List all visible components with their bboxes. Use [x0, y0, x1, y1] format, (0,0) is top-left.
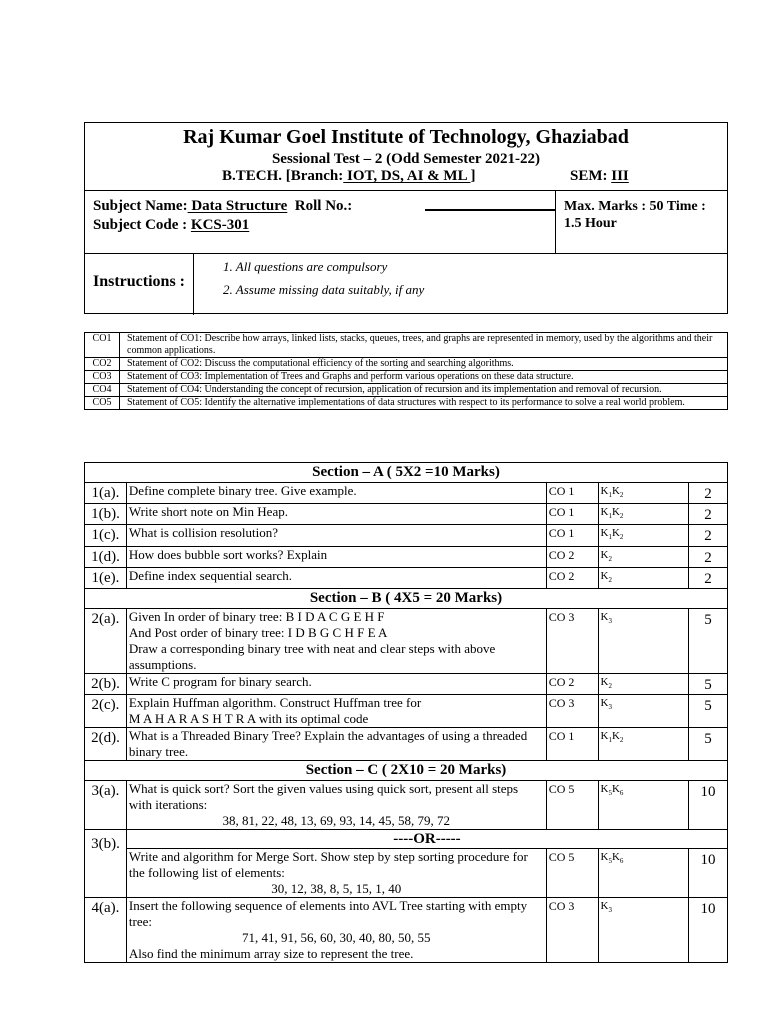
- table-row: [85, 546, 728, 567]
- divider: [193, 253, 194, 315]
- subject-label: Subject Name:: [93, 198, 188, 214]
- question-co: CO 2: [546, 546, 598, 567]
- question-k-level: $K_2$: [598, 546, 689, 567]
- table-row: [85, 371, 728, 384]
- section-row: [85, 463, 728, 483]
- question-number: 3(b).: [85, 830, 127, 898]
- question-number: 2(d).: [85, 728, 127, 761]
- subject-name: Data Structure: [187, 198, 288, 214]
- branch-line: [222, 168, 476, 185]
- divider: [555, 190, 556, 253]
- btech-suffix: ]: [470, 168, 476, 184]
- code-value: KCS-301: [190, 217, 250, 233]
- or-row: [85, 830, 728, 849]
- questions-table: [84, 462, 728, 963]
- question-co: CO 1: [546, 483, 598, 504]
- question-marks: 5: [689, 728, 728, 761]
- course-outcomes-table: [84, 332, 728, 410]
- roll-label: Roll No.:: [294, 198, 353, 214]
- co-id: CO1: [85, 333, 120, 358]
- question-number: 1(b).: [85, 504, 127, 525]
- question-text: [126, 695, 546, 728]
- code-label: Subject Code :: [93, 217, 188, 233]
- question-marks: 10: [689, 849, 728, 898]
- question-line: M A H A R A S H T R A with its optimal code: [128, 711, 369, 727]
- question-text: Write short note on Min Heap.: [126, 504, 546, 525]
- question-values: 71, 41, 91, 56, 60, 30, 40, 80, 50, 55: [242, 930, 431, 946]
- table-row: [85, 781, 728, 830]
- divider: [85, 253, 727, 254]
- question-line: And Post order of binary tree: I D B G C H F E A: [128, 624, 388, 640]
- question-text: What is collision resolution?: [126, 525, 546, 546]
- section-a-title: Section – A ( 5X2 =10 Marks): [85, 463, 728, 483]
- table-row: [85, 358, 728, 371]
- question-co: CO 3: [546, 608, 598, 673]
- question-number: 2(b).: [85, 673, 127, 694]
- question-line: Insert the following sequence of elements into AVL Tree starting with empty tree:: [128, 898, 528, 930]
- question-values: 30, 12, 38, 8, 5, 15, 1, 40: [271, 881, 402, 897]
- co-statement: Statement of CO2: Discuss the computational efficiency of the sorting and searching algorithms.: [120, 358, 728, 371]
- question-co: CO 3: [546, 695, 598, 728]
- question-line: What is quick sort? Sort the given values using quick sort, present all steps with iterations:: [128, 781, 519, 813]
- session-title: Sessional Test – 2 (Odd Semester 2021-22): [271, 151, 541, 167]
- question-number: 2(a).: [85, 608, 127, 673]
- table-row: [85, 504, 728, 525]
- question-k-level: $K_5K_6$: [598, 781, 689, 830]
- question-k-level: $K_3$: [598, 608, 689, 673]
- institute-name: Raj Kumar Goel Institute of Technology, Ghaziabad: [183, 126, 629, 148]
- section-c-title: Section – C ( 2X10 = 20 Marks): [85, 761, 728, 781]
- question-co: CO 2: [546, 673, 598, 694]
- question-marks: 2: [689, 483, 728, 504]
- question-marks: 5: [689, 608, 728, 673]
- table-row: [85, 333, 728, 358]
- table-row: [85, 567, 728, 588]
- question-text: Define complete binary tree. Give example.: [126, 483, 546, 504]
- co-statement: Statement of CO1: Describe how arrays, linked lists, stacks, queues, trees, and graphs are represented in memory, used by the algorithms and their common applications.: [120, 333, 728, 358]
- subject-info: [93, 197, 352, 235]
- or-separator: ----OR-----: [126, 830, 727, 849]
- co-id: CO2: [85, 358, 120, 371]
- instruction-item: 2. Assume missing data suitably, if any: [223, 282, 425, 297]
- table-row: [85, 898, 728, 963]
- question-marks: 5: [689, 695, 728, 728]
- question-k-level: $K_3$: [598, 695, 689, 728]
- table-row: [85, 525, 728, 546]
- question-marks: 2: [689, 525, 728, 546]
- co-statement: Statement of CO3: Implementation of Trees and Graphs and perform various operations on these data structure.: [120, 371, 728, 384]
- question-text: [126, 898, 546, 963]
- question-co: CO 1: [546, 525, 598, 546]
- question-k-level: $K_1K_2$: [598, 525, 689, 546]
- question-values: 38, 81, 22, 48, 13, 69, 93, 14, 45, 58, 79, 72: [222, 813, 451, 829]
- question-marks: 2: [689, 567, 728, 588]
- question-text: [126, 781, 546, 830]
- question-number: 3(a).: [85, 781, 127, 830]
- co-id: CO4: [85, 384, 120, 397]
- table-row: [85, 384, 728, 397]
- section-b-title: Section – B ( 4X5 = 20 Marks): [85, 588, 728, 608]
- table-row: [85, 483, 728, 504]
- instructions-list: [223, 255, 424, 301]
- question-k-level: $K_3$: [598, 898, 689, 963]
- co-statement: Statement of CO4: Understanding the concept of recursion, application of recursion and its implementation and removal of recursion.: [120, 384, 728, 397]
- question-co: CO 5: [546, 781, 598, 830]
- table-row: [85, 397, 728, 410]
- question-marks: 2: [689, 546, 728, 567]
- question-marks: 2: [689, 504, 728, 525]
- btech-prefix: B.TECH. [Branch:: [222, 168, 344, 184]
- co-id: CO3: [85, 371, 120, 384]
- question-line: Write and algorithm for Merge Sort. Show step by step sorting procedure for the following list of elements:: [128, 849, 528, 881]
- question-number: 1(a).: [85, 483, 127, 504]
- table-row: [85, 728, 728, 761]
- table-row: [85, 695, 728, 728]
- instruction-item: 1. All questions are compulsory: [223, 259, 388, 274]
- question-line: Draw a corresponding binary tree with neat and clear steps with above assumptions.: [128, 640, 496, 672]
- question-number: 4(a).: [85, 898, 127, 963]
- question-number: 1(c).: [85, 525, 127, 546]
- table-row: [85, 849, 728, 898]
- question-marks: 5: [689, 673, 728, 694]
- question-k-level: $K_2$: [598, 567, 689, 588]
- question-co: CO 5: [546, 849, 598, 898]
- table-row: [85, 608, 728, 673]
- sem-value: III: [611, 168, 629, 184]
- question-line: Also find the minimum array size to represent the tree.: [128, 946, 414, 962]
- question-number: 1(e).: [85, 567, 127, 588]
- question-line: Explain Huffman algorithm. Construct Huffman tree for: [128, 695, 422, 711]
- question-number: 2(c).: [85, 695, 127, 728]
- semester: [570, 168, 629, 185]
- co-id: CO5: [85, 397, 120, 410]
- section-row: [85, 588, 728, 608]
- question-k-level: $K_1K_2$: [598, 483, 689, 504]
- question-k-level: $K_5K_6$: [598, 849, 689, 898]
- question-marks: 10: [689, 898, 728, 963]
- question-marks: 10: [689, 781, 728, 830]
- max-marks: Max. Marks : 50 Time : 1.5 Hour: [564, 199, 706, 231]
- question-line: Given In order of binary tree: B I D A C G E H F: [128, 608, 385, 624]
- question-text: How does bubble sort works? Explain: [126, 546, 546, 567]
- question-k-level: $K_2$: [598, 673, 689, 694]
- question-text: [126, 849, 546, 898]
- exam-header: [84, 122, 728, 314]
- roll-number-line: [425, 209, 555, 211]
- co-statement: Statement of CO5: Identify the alternative implementations of data structures with respect to its performance to solve a real world problem.: [120, 397, 728, 410]
- question-text: Define index sequential search.: [126, 567, 546, 588]
- branch-value: IOT, DS, AI & ML: [343, 168, 471, 184]
- table-row: [85, 673, 728, 694]
- question-text: What is a Threaded Binary Tree? Explain the advantages of using a threaded binary tree.: [126, 728, 546, 761]
- question-text: Write C program for binary search.: [126, 673, 546, 694]
- question-k-level: $K_1K_2$: [598, 504, 689, 525]
- question-text: [126, 608, 546, 673]
- instructions-label: Instructions :: [93, 273, 186, 290]
- question-co: CO 1: [546, 728, 598, 761]
- question-co: CO 1: [546, 504, 598, 525]
- section-row: [85, 761, 728, 781]
- question-k-level: $K_1K_2$: [598, 728, 689, 761]
- sem-label: SEM:: [570, 168, 608, 184]
- divider: [85, 190, 727, 191]
- question-co: CO 2: [546, 567, 598, 588]
- question-number: 1(d).: [85, 546, 127, 567]
- question-co: CO 3: [546, 898, 598, 963]
